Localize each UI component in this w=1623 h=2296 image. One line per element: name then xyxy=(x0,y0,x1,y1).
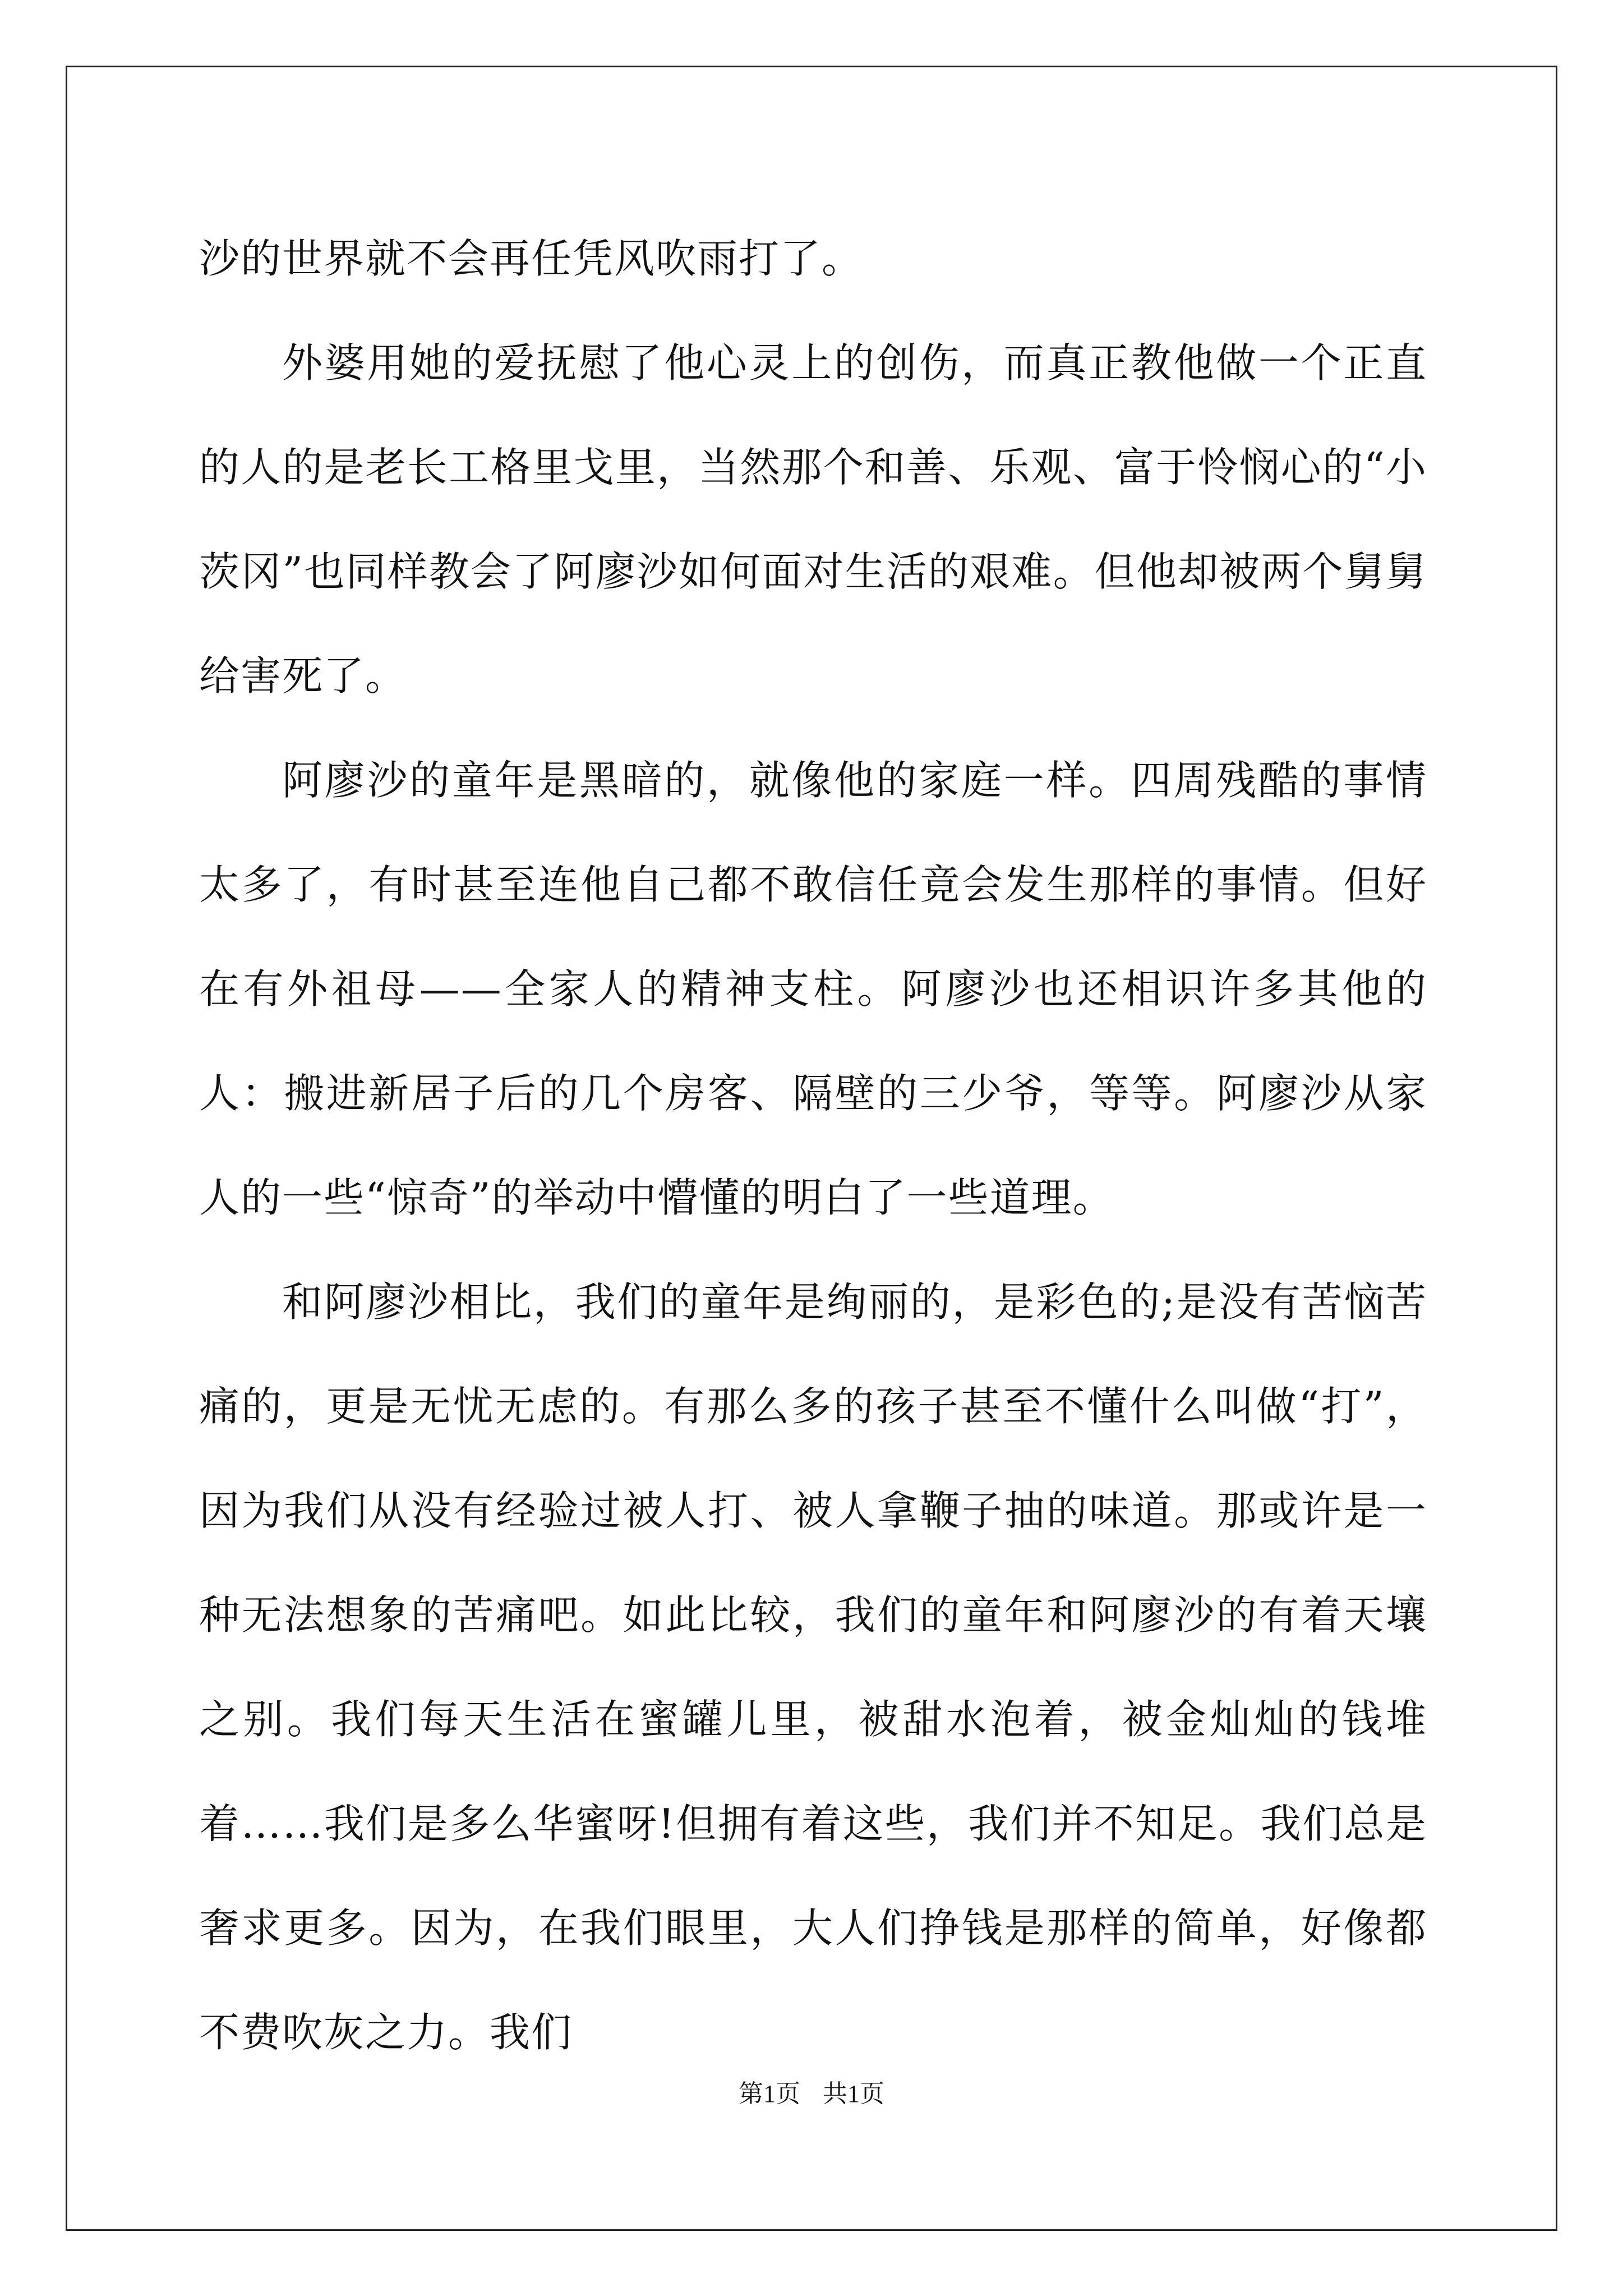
paragraph-1: 沙的世界就不会再任凭风吹雨打了。 xyxy=(199,235,864,282)
page-total: 共1页 xyxy=(823,2080,884,2108)
document-body xyxy=(199,206,1427,2085)
paragraph-4: 和阿廖沙相比，我们的童年是绚丽的，是彩色的;是没有苦恼苦痛的，更是无忧无虑的。有那么多的孩子甚至不懂什么叫做“打”，因为我们从没有经验过被人打、被人拿鞭子抽的味道。那或许是一种无法想象的苦痛吧。如此比较，我们的童年和阿廖沙的有着天壤之别。我们每天生活在蜜罐儿里，被甜水泡着，被金灿灿的钱堆着……我们是多么华蜜呀!但拥有着这些，我们并不知足。我们总是奢求更多。因为，在我们眼里，大人们挣钱是那样的简单，好像都不费吹灰之力。我们 xyxy=(199,1278,1427,2056)
page-footer xyxy=(0,2077,1623,2111)
paragraph-2: 外婆用她的爱抚慰了他心灵上的创伤，而真正教他做一个正直的人的是老长工格里戈里，当然那个和善、乐观、富于怜悯心的“小茨冈”也同样教会了阿廖沙如何面对生活的艰难。但他却被两个舅舅给害死了。 xyxy=(199,339,1427,700)
page-number: 第1页 xyxy=(739,2080,800,2108)
paragraph-3: 阿廖沙的童年是黑暗的，就像他的家庭一样。四周残酷的事情太多了，有时甚至连他自己都不敢信任竟会发生那样的事情。但好在有外祖母——全家人的精神支柱。阿廖沙也还相识许多其他的人：搬进新居子后的几个房客、隔壁的三少爷，等等。阿廖沙从家人的一些“惊奇”的举动中懵懂的明白了一些道理。 xyxy=(199,757,1427,1221)
